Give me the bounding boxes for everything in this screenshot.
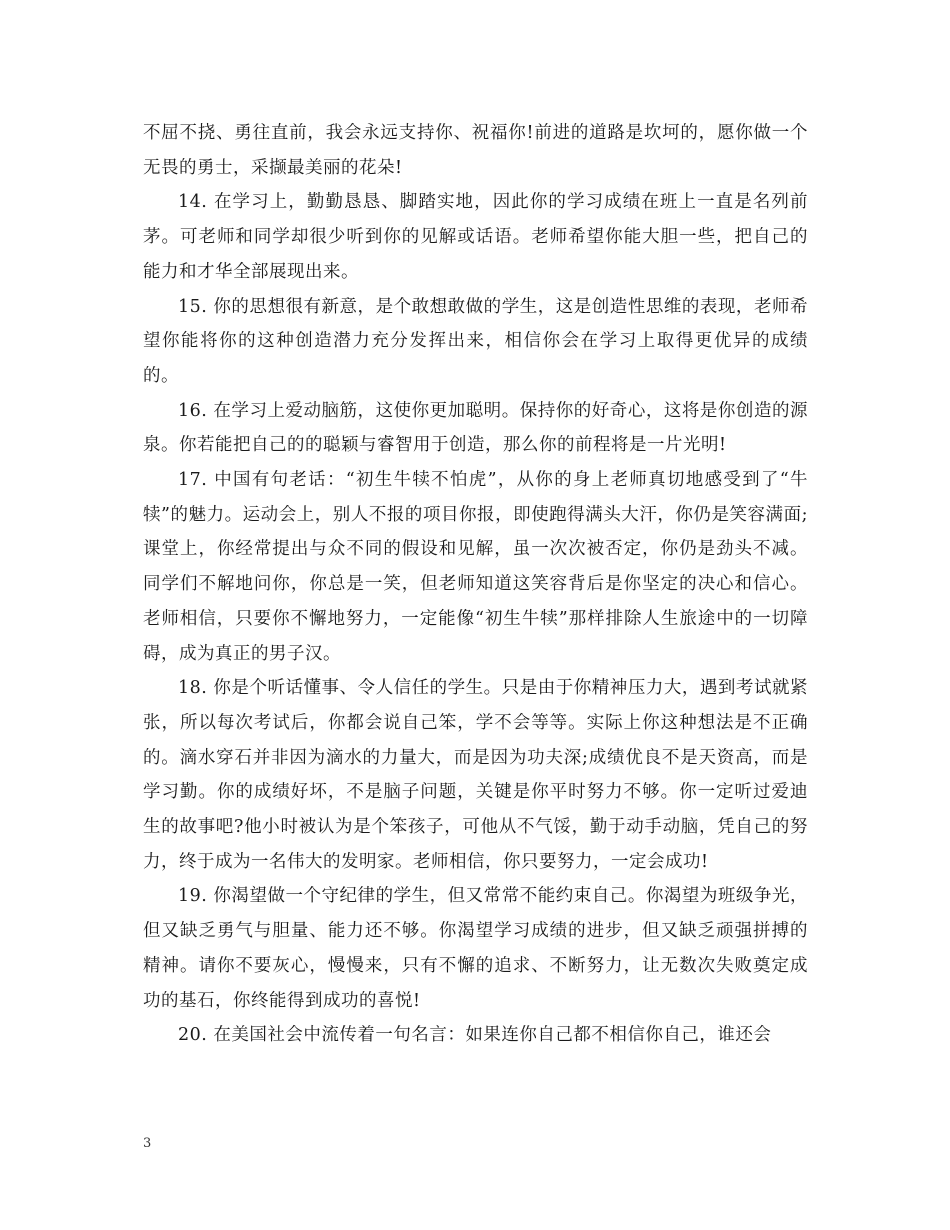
paragraph-item-15: 15. 你的思想很有新意，是个敢想敢做的学生，这是创造性思维的表现，老师希望你能将你的这种创造潜力充分发挥出来，相信你会在学习上取得更优异的成绩的。 bbox=[143, 296, 808, 386]
document-body bbox=[143, 116, 808, 1053]
paragraph-item-14: 14. 在学习上，勤勤恳恳、脚踏实地，因此你的学习成绩在班上一直是名列前茅。可老师和同学却很少听到你的见解或话语。老师希望你能大胆一些，把自己的能力和才华全部展现出来。 bbox=[143, 192, 808, 282]
paragraph-continuation: 不屈不挠、勇往直前，我会永远支持你、祝福你!前进的道路是坎坷的，愿你做一个无畏的勇士，采撷最美丽的花朵! bbox=[143, 123, 808, 178]
paragraph-item-19: 19. 你渴望做一个守纪律的学生，但又常常不能约束自己。你渴望为班级争光，但又缺乏勇气与胆量、能力还不够。你渴望学习成绩的进步，但又缺乏顽强拼搏的精神。请你不要灰心，慢慢来，只有不懈的追求、不断努力，让无数次失败奠定成功的基石，你终能得到成功的喜悦! bbox=[143, 886, 808, 1011]
paragraph-item-16: 16. 在学习上爱动脑筋，这使你更加聪明。保持你的好奇心，这将是你创造的源泉。你若能把自己的的聪颖与睿智用于创造，那么你的前程将是一片光明! bbox=[143, 400, 808, 456]
paragraph-item-20: 20. 在美国社会中流传着一句名言：如果连你自己都不相信你自己，谁还会 bbox=[178, 1025, 772, 1046]
page-number: 3 bbox=[143, 1136, 152, 1151]
paragraph-item-17: 17. 中国有句老话：“初生牛犊不怕虎”，从你的身上老师真切地感受到了“牛犊”的魅力。运动会上，别人不报的项目你报，即使跑得满头大汗，你仍是笑容满面;课堂上，你经常提出与众不同的假设和见解，虽一次次被否定，你仍是劲头不减。同学们不解地问你，你总是一笑，但老师知道这笑容背后是你坚定的决心和信心。老师相信，只要你不懈地努力，一定能像“初生牛犊”那样排除人生旅途中的一切障碍，成为真正的男子汉。 bbox=[143, 470, 808, 664]
paragraph-item-18: 18. 你是个听话懂事、令人信任的学生。只是由于你精神压力大，遇到考试就紧张，所以每次考试后，你都会说自己笨，学不会等等。实际上你这种想法是不正确的。滴水穿石并非因为滴水的力量大，而是因为功夫深;成绩优良不是天资高，而是学习勤。你的成绩好坏，不是脑子问题，关键是你平时努力不够。你一定听过爱迪生的故事吧?他小时被认为是个笨孩子，可他从不气馁，勤于动手动脑，凭自己的努力，终于成为一名伟大的发明家。老师相信，你只要努力，一定会成功! bbox=[143, 678, 808, 872]
